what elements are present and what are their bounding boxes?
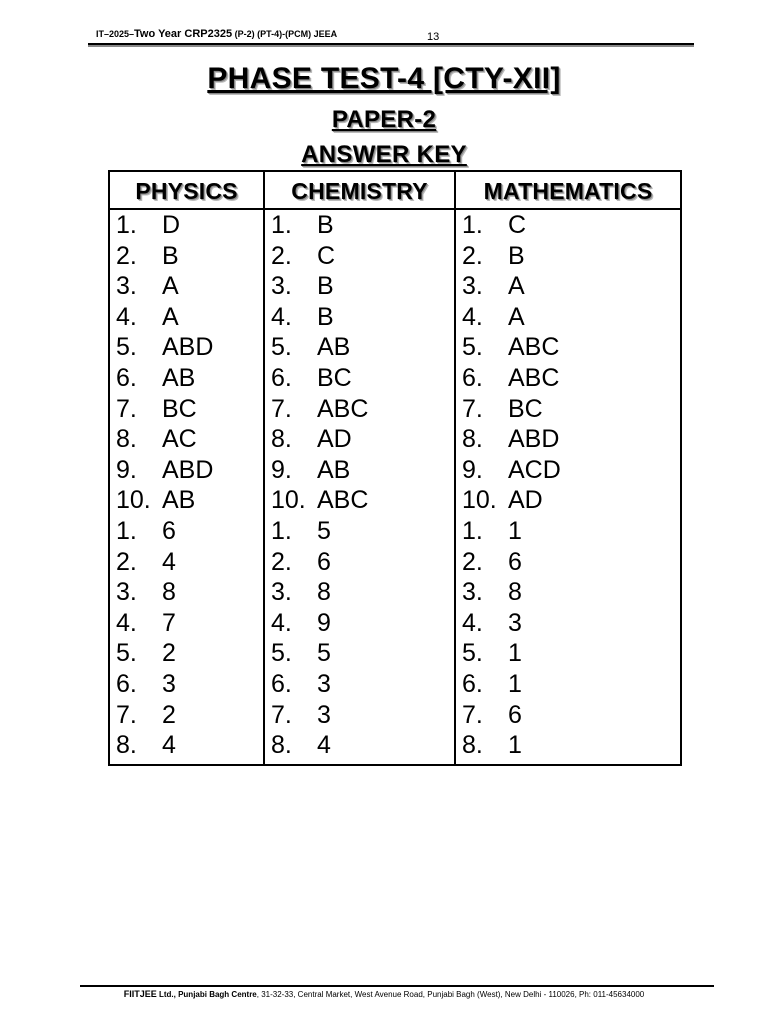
header-prefix: IT–2025– [96, 29, 135, 39]
question-number: 10. [462, 486, 497, 515]
answer-value: 9 [317, 608, 331, 637]
question-number: 8. [271, 425, 292, 454]
chemistry-answer-list [265, 210, 454, 761]
answer-value: 4 [317, 731, 331, 760]
answer-row [462, 241, 680, 272]
answer-row [116, 577, 263, 608]
answer-row [462, 577, 680, 608]
answer-row [116, 669, 263, 700]
answer-value: 6 [317, 547, 331, 576]
question-number: 4. [116, 608, 137, 637]
answer-row [271, 302, 454, 333]
answer-row [271, 241, 454, 272]
answer-row [462, 700, 680, 731]
answer-value: ABC [317, 486, 369, 515]
answer-row [271, 516, 454, 547]
question-number: 3. [462, 578, 483, 607]
mathematics-answer-list [456, 210, 680, 761]
answer-value: AB [317, 333, 351, 362]
answer-value: D [162, 211, 181, 239]
question-number: 8. [462, 731, 483, 760]
physics-answer-list [110, 210, 263, 761]
answer-value: BC [162, 394, 197, 423]
footer-company: Ltd., Punjabi Bagh Centre [156, 990, 257, 999]
answer-row [462, 363, 680, 394]
question-number: 7. [462, 394, 483, 423]
header-suffix: (P-2) (PT-4)-(PCM) JEEA [232, 29, 338, 39]
answer-row [116, 302, 263, 333]
answer-value: ACD [508, 455, 561, 484]
question-number: 2. [116, 241, 137, 270]
answer-row [271, 577, 454, 608]
question-number: 2. [462, 241, 483, 270]
answer-row [271, 363, 454, 394]
answer-row [116, 485, 263, 516]
answer-value: AC [162, 425, 197, 454]
answer-row [462, 332, 680, 363]
answer-value: A [508, 272, 525, 301]
answer-value: 2 [162, 639, 176, 668]
footer-address: , 31-32-33, Central Market, West Avenue Road, Punjabi Bagh (West), New Delhi - 110026, Ph: 011-45634000 [256, 990, 645, 999]
answer-row [116, 424, 263, 455]
question-number: 8. [116, 731, 137, 760]
paper-title: PAPER-2 [331, 106, 437, 133]
answer-value: 1 [508, 516, 522, 545]
question-number: 1. [116, 211, 137, 239]
answer-row [271, 271, 454, 302]
question-number: 3. [271, 578, 292, 607]
header-course: Two Year CRP2325 [134, 28, 233, 40]
physics-header: PHYSICS [110, 172, 263, 210]
question-number: 6. [116, 669, 137, 698]
question-number: 1. [116, 516, 137, 545]
answer-row [462, 302, 680, 333]
question-number: 3. [271, 272, 292, 301]
answer-value: A [162, 272, 179, 301]
answer-value: B [162, 241, 179, 270]
question-number: 4. [271, 302, 292, 331]
mathematics-header: MATHEMATICS [456, 172, 680, 210]
main-title-block [0, 62, 768, 96]
page-footer [0, 989, 768, 999]
answer-value: AB [162, 486, 196, 515]
question-number: 6. [271, 363, 292, 392]
answer-value: ABD [162, 455, 214, 484]
answer-value: ABD [508, 425, 560, 454]
question-number: 1. [271, 516, 292, 545]
answer-value: AB [317, 455, 351, 484]
page-number: 13 [427, 31, 440, 43]
answer-value: B [317, 302, 334, 331]
answer-row [271, 424, 454, 455]
answer-row [271, 332, 454, 363]
answer-value: B [317, 272, 334, 301]
question-number: 2. [271, 547, 292, 576]
question-number: 1. [462, 516, 483, 545]
answer-row [462, 485, 680, 516]
question-number: 2. [462, 547, 483, 576]
answer-row [271, 669, 454, 700]
answer-value: 6 [508, 700, 522, 729]
answer-key-title: ANSWER KEY [301, 141, 467, 168]
answer-value: AD [508, 486, 543, 515]
answer-row [116, 547, 263, 578]
answer-row [462, 424, 680, 455]
question-number: 1. [271, 211, 292, 239]
question-number: 10. [271, 486, 306, 515]
question-number: 9. [271, 455, 292, 484]
answer-row [116, 241, 263, 272]
answer-row [116, 730, 263, 761]
question-number: 3. [116, 578, 137, 607]
question-number: 1. [462, 211, 483, 239]
question-number: 7. [462, 700, 483, 729]
answer-key-table [108, 170, 682, 766]
answer-value: 4 [162, 547, 176, 576]
answer-value: 1 [508, 669, 522, 698]
answer-value: 8 [162, 578, 176, 607]
answer-value: AB [162, 363, 196, 392]
answer-value: 4 [162, 731, 176, 760]
question-number: 5. [462, 333, 483, 362]
answer-value: 8 [317, 578, 331, 607]
question-number: 6. [462, 669, 483, 698]
question-number: 5. [462, 639, 483, 668]
answer-value: C [317, 241, 336, 270]
question-number: 2. [116, 547, 137, 576]
answer-row [462, 638, 680, 669]
question-number: 3. [116, 272, 137, 301]
footer-brand: FIITJEE [123, 989, 157, 999]
mathematics-column [454, 172, 680, 764]
answer-row [116, 700, 263, 731]
answer-row [271, 608, 454, 639]
answer-row [116, 455, 263, 486]
question-number: 4. [116, 302, 137, 331]
question-number: 8. [271, 731, 292, 760]
answer-row [271, 394, 454, 425]
answer-key-title-block [0, 141, 768, 169]
answer-row [116, 608, 263, 639]
question-number: 8. [116, 425, 137, 454]
answer-row [271, 210, 454, 241]
chemistry-column [263, 172, 454, 764]
paper-title-block [0, 106, 768, 134]
answer-row [462, 730, 680, 761]
question-number: 5. [271, 639, 292, 668]
answer-value: C [508, 211, 527, 239]
answer-row [116, 516, 263, 547]
question-number: 4. [271, 608, 292, 637]
answer-row [116, 638, 263, 669]
answer-value: BC [508, 394, 543, 423]
answer-row [462, 271, 680, 302]
question-number: 9. [462, 455, 483, 484]
question-number: 7. [271, 394, 292, 423]
question-number: 2. [271, 241, 292, 270]
question-number: 5. [271, 333, 292, 362]
answer-row [462, 547, 680, 578]
question-number: 6. [462, 363, 483, 392]
question-number: 10. [116, 486, 151, 515]
answer-row [116, 271, 263, 302]
answer-value: ABC [317, 394, 369, 423]
answer-row [116, 210, 263, 241]
answer-value: ABC [508, 333, 560, 362]
answer-row [271, 547, 454, 578]
answer-value: A [162, 302, 179, 331]
question-number: 4. [462, 608, 483, 637]
answer-row [462, 516, 680, 547]
answer-row [271, 700, 454, 731]
answer-value: 3 [508, 608, 522, 637]
answer-row [462, 669, 680, 700]
question-number: 5. [116, 333, 137, 362]
question-number: 6. [271, 669, 292, 698]
answer-value: ABD [162, 333, 214, 362]
answer-value: 1 [508, 731, 522, 760]
answer-value: 2 [162, 700, 176, 729]
answer-value: 3 [162, 669, 176, 698]
footer-divider [80, 985, 714, 987]
question-number: 6. [116, 363, 137, 392]
answer-row [271, 638, 454, 669]
question-number: 5. [116, 639, 137, 668]
answer-row [271, 485, 454, 516]
answer-value: 1 [508, 639, 522, 668]
answer-value: AD [317, 425, 352, 454]
question-number: 3. [462, 272, 483, 301]
answer-value: 8 [508, 578, 522, 607]
answer-value: 7 [162, 608, 176, 637]
answer-row [116, 363, 263, 394]
answer-value: 3 [317, 669, 331, 698]
answer-row [271, 455, 454, 486]
answer-value: B [317, 211, 334, 239]
answer-value: 5 [317, 516, 331, 545]
answer-value: B [508, 241, 525, 270]
answer-row [462, 394, 680, 425]
page-header [96, 28, 694, 40]
answer-row [462, 608, 680, 639]
answer-value: 3 [317, 700, 331, 729]
answer-row [116, 332, 263, 363]
question-number: 7. [271, 700, 292, 729]
question-number: 7. [116, 700, 137, 729]
physics-column [110, 172, 263, 764]
chemistry-header: CHEMISTRY [265, 172, 454, 210]
answer-value: 6 [508, 547, 522, 576]
answer-row [116, 394, 263, 425]
answer-value: BC [317, 363, 352, 392]
answer-value: A [508, 302, 525, 331]
answer-value: ABC [508, 363, 560, 392]
question-number: 8. [462, 425, 483, 454]
question-number: 4. [462, 302, 483, 331]
question-number: 7. [116, 394, 137, 423]
question-number: 9. [116, 455, 137, 484]
answer-value: 5 [317, 639, 331, 668]
answer-row [462, 455, 680, 486]
answer-value: 6 [162, 516, 176, 545]
header-divider [88, 43, 694, 45]
answer-row [462, 210, 680, 241]
main-title: PHASE TEST-4 [CTY-XII] [207, 62, 561, 95]
answer-row [271, 730, 454, 761]
